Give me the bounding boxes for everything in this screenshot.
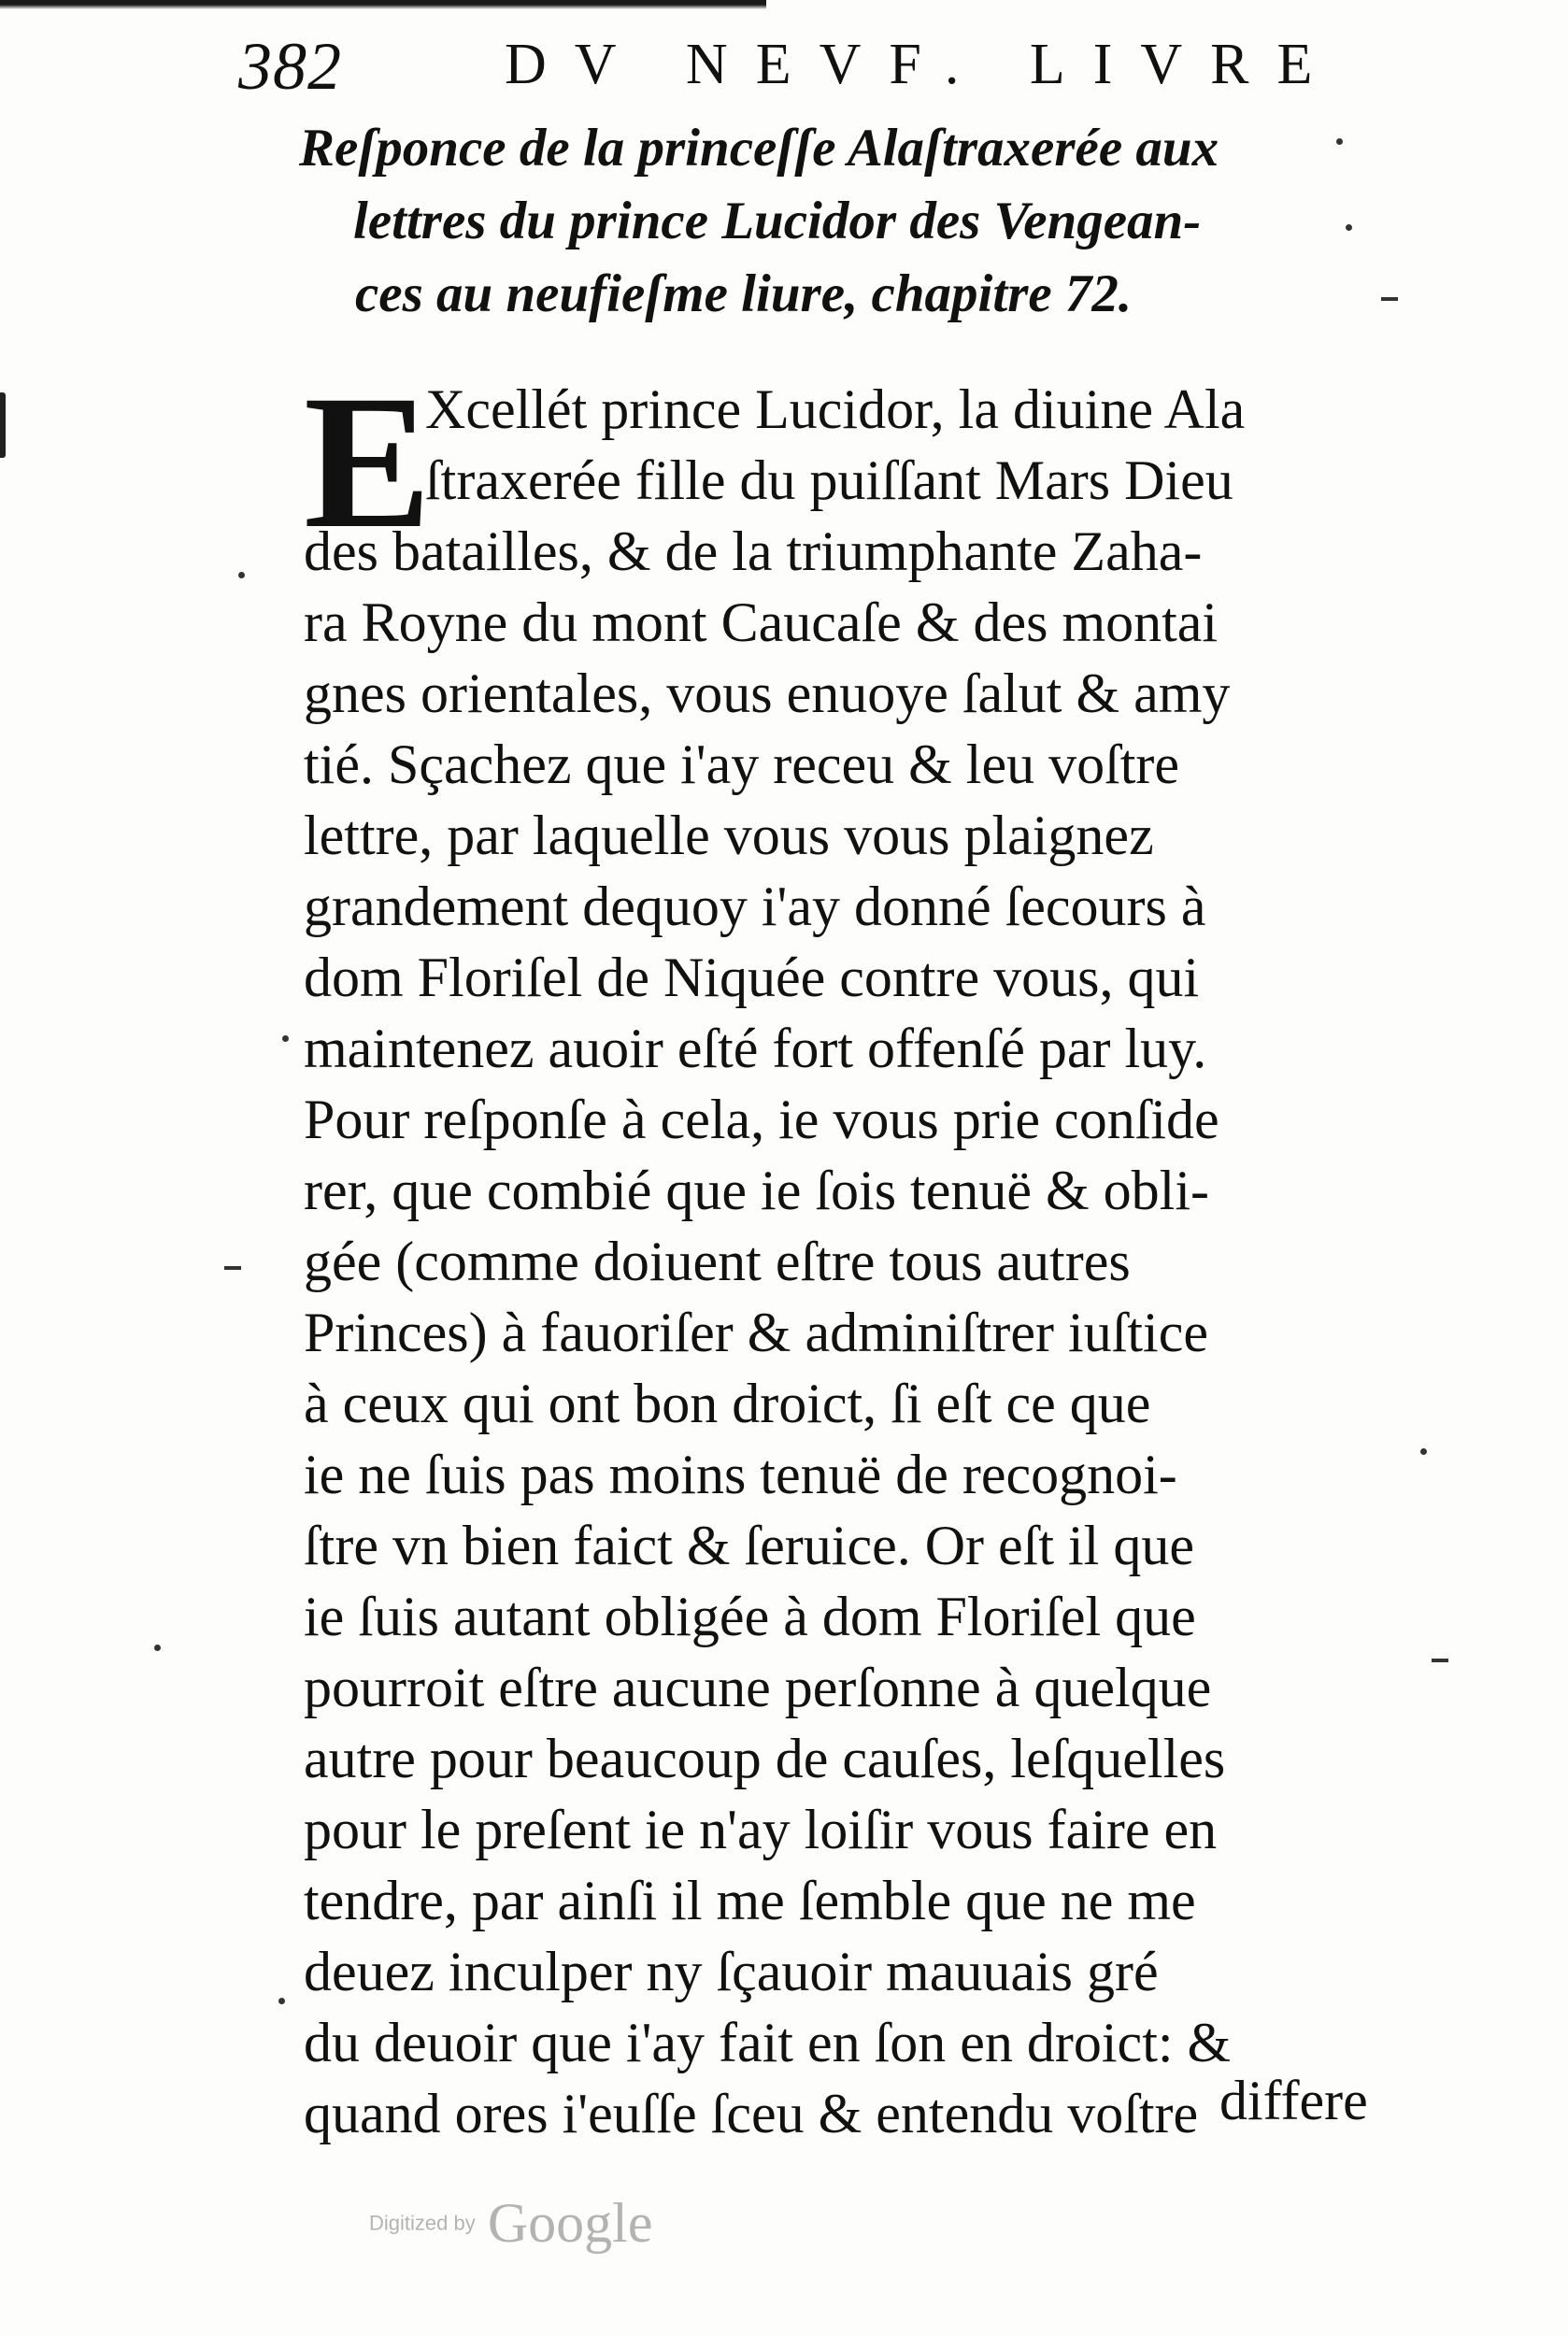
letter-body [304, 356, 1397, 2149]
heading-line: Reſponce de la princeſſe Alaſtraxerée aux [299, 119, 1219, 178]
page-left-edge-mark [0, 392, 6, 458]
running-title: DV NEVF. LIVRE [505, 33, 1341, 96]
heading-line: ces au neufieſme liure, chapitre 72. [355, 264, 1133, 323]
body-line: ra Royne du mont Caucaſe & des montai [304, 591, 1219, 653]
body-line: pour le preſent ie n'ay loiſir vous faire en [304, 1799, 1218, 1860]
body-line: tendre, par ainſi il me ſemble que ne me [304, 1870, 1196, 1931]
body-line: grandement dequoy i'ay donné ſecours à [304, 876, 1206, 937]
margin-speck [1346, 224, 1352, 231]
body-line: ie ne ſuis pas moins tenuë de recognoi- [304, 1444, 1177, 1505]
margin-speck [238, 572, 245, 578]
margin-speck [1336, 138, 1343, 145]
body-line: gnes orientales, vous enuoye ſalut & amy [304, 662, 1231, 724]
body-line: tié. Sçachez que i'ay receu & leu voſtre [304, 734, 1180, 795]
margin-speck [1381, 297, 1398, 301]
body-line: à ceux qui ont bon droict, ſi eſt ce que [304, 1373, 1151, 1434]
heading-line: lettres du prince Lucidor des Vengean- [353, 192, 1202, 250]
body-line: ſtre vn bien faict & ſeruice. Or eſt il que [304, 1515, 1194, 1576]
margin-speck [278, 1998, 285, 2004]
running-head [238, 28, 1341, 112]
digitized-watermark [369, 2191, 652, 2256]
body-line: gée (comme doiuent eſtre tous autres [304, 1231, 1131, 1292]
body-line: dom Floriſel de Niquée contre vous, qui [304, 947, 1200, 1008]
body-line: pourroit eſtre aucune perſonne à quelque [304, 1657, 1212, 1718]
body-line: quand ores i'euſſe ſceu & entendu voſtre [304, 2083, 1199, 2144]
body-line: ie ſuis autant obligée à dom Floriſel que [304, 1586, 1196, 1647]
drop-cap: E [304, 356, 432, 568]
margin-speck [224, 1266, 241, 1270]
body-line: Princes) à fauoriſer & adminiſtrer iuſtice [304, 1302, 1208, 1363]
body-line: maintenez auoir eſté fort offenſé par luy. [304, 1018, 1207, 1079]
body-line: lettre, par laquelle vous vous plaignez [304, 805, 1154, 866]
page-top-edge [0, 0, 766, 9]
margin-speck [282, 1035, 289, 1042]
margin-speck [1420, 1448, 1427, 1455]
body-line: du deuoir que i'ay fait en ſon en droict: & [304, 2012, 1232, 2073]
watermark-prefix: Digitized by [369, 2211, 476, 2235]
margin-speck [154, 1645, 161, 1651]
google-logo: Google [487, 2192, 653, 2254]
body-line: rer, que combié que ie ſois tenuë & obli- [304, 1160, 1209, 1221]
chapter-heading [299, 112, 1327, 331]
body-line: ſtraxerée fille du puiſſant Mars Dieu [425, 449, 1233, 511]
catchword: differe [1219, 2070, 1368, 2131]
page-number: 382 [238, 29, 342, 104]
body-line: autre pour beaucoup de cauſes, leſquelles [304, 1728, 1226, 1789]
body-line: des batailles, & de la triumphante Zaha- [304, 520, 1203, 582]
margin-speck [1432, 1659, 1448, 1662]
body-line: deuez inculper ny ſçauoir mauuais gré [304, 1941, 1159, 2002]
body-line: Pour reſponſe à cela, ie vous prie conſide [304, 1089, 1219, 1150]
body-line: Xcellét prince Lucidor, la diuine Ala [425, 378, 1246, 440]
